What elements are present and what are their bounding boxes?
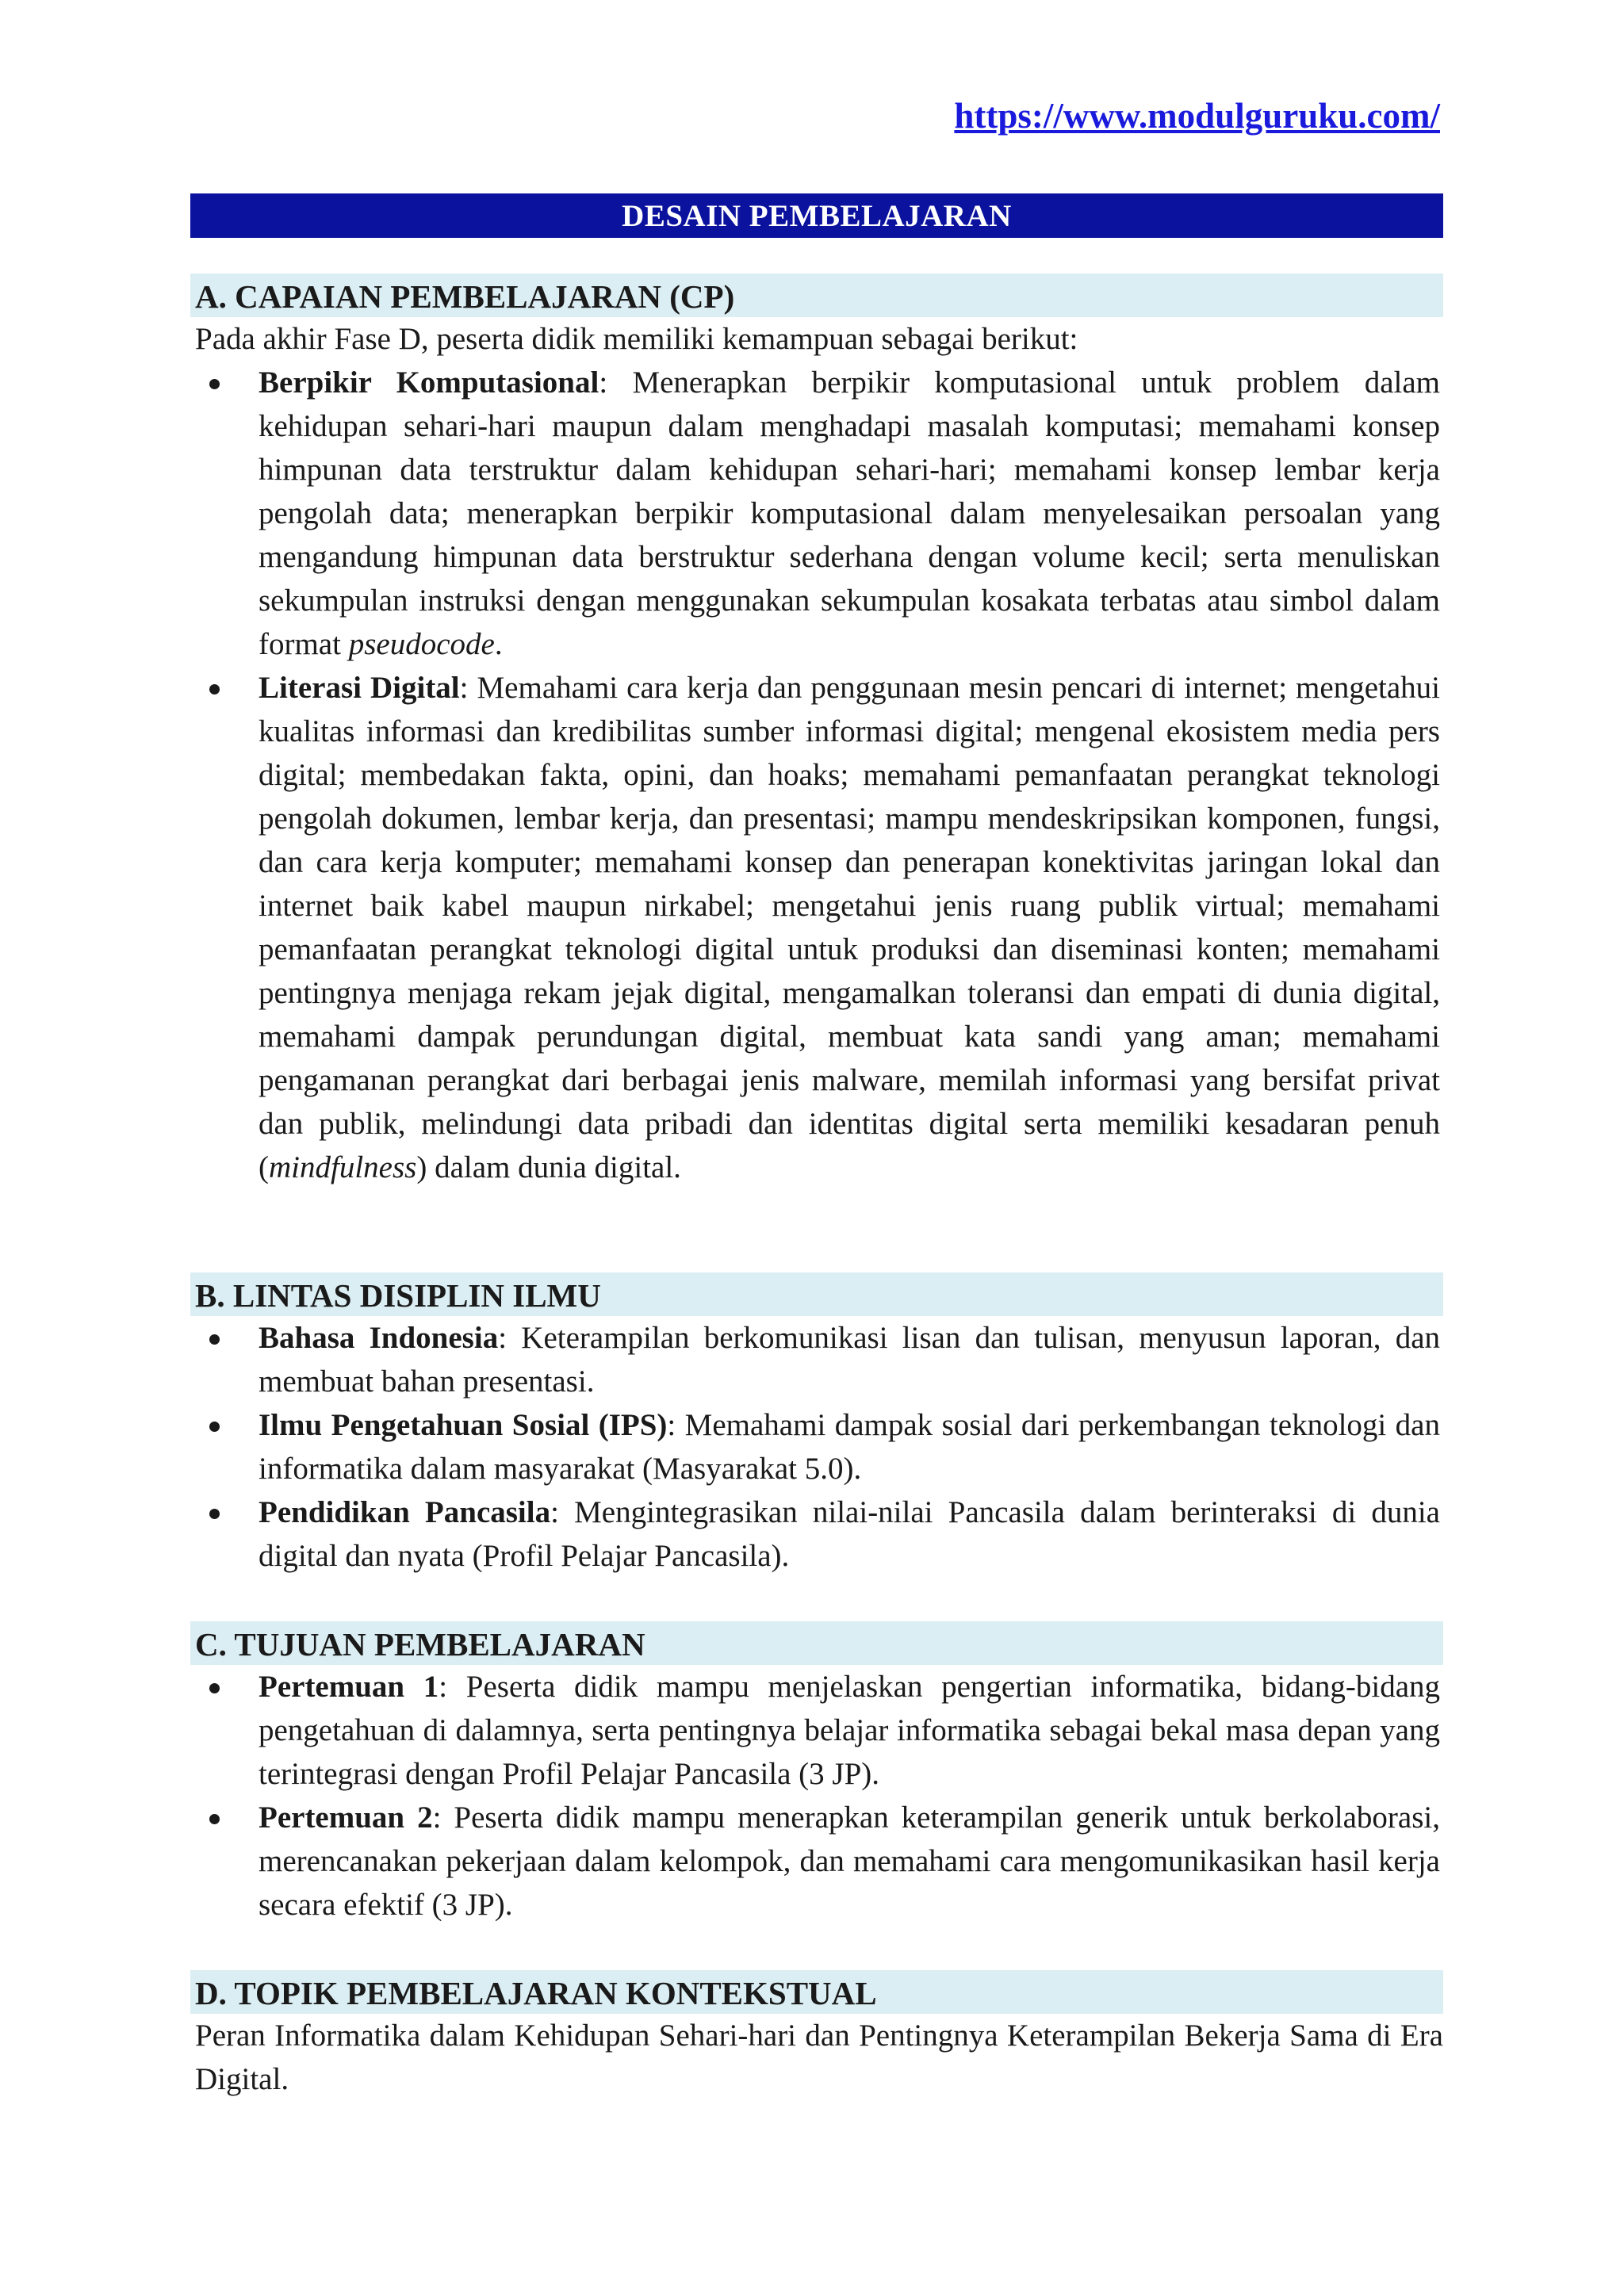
website-link[interactable]: https://www.modulguruku.com/ — [954, 96, 1440, 136]
list-item — [190, 666, 1443, 1189]
document-title: DESAIN PEMBELAJARAN — [190, 193, 1443, 238]
bullet-icon — [209, 379, 220, 389]
item-tail: . — [494, 627, 503, 661]
item-term: Pendidikan Pancasila — [259, 1495, 551, 1529]
item-text: : Mengintegrasikan nilai-nilai Pancasila dalam berinteraksi di dunia digital dan nyata (Profil Pelajar Pancasila). — [259, 1495, 1440, 1573]
section-topik-kontekstual — [190, 1970, 1443, 2101]
item-italic: mindfulness — [269, 1150, 417, 1184]
bullet-list — [190, 1665, 1443, 1927]
item-text: : Memahami cara kerja dan penggunaan mesin pencari di internet; mengetahui kualitas informasi dan kredibilitas sumber informasi digital; mengenal ekosistem media pers digital; membedakan fakta, opini, dan hoaks; memahami pemanfaatan perangkat teknologi pengolah dokumen, lembar kerja, dan presentasi; mampu mendeskripsikan komponen, fungsi, dan cara kerja komputer; memahami konsep dan penerapan konektivitas jaringan lokal dan internet baik kabel maupun nirkabel; mengetahui jenis ruang publik virtual; memahami pemanfaatan perangkat teknologi digital untuk produksi dan diseminasi konten; memahami pentingnya menjaga rekam jejak digital, mengamalkan toleransi dan empati di dunia digital, memahami dampak perundungan digital, membuat kata sandi yang aman; memahami pengamanan perangkat dari berbagai jenis malware, memilah informasi yang bersifat privat dan publik, melindungi data pribadi dan identitas digital serta memiliki kesadaran penuh ( — [259, 671, 1440, 1184]
item-term: Literasi Digital — [259, 671, 460, 705]
list-item — [190, 361, 1443, 666]
section-lintas-disiplin — [190, 1272, 1443, 1578]
item-text: : Peserta didik mampu menjelaskan pengertian informatika, bidang-bidang pengetahuan di dalamnya, serta pentingnya belajar informatika sebagai bekal masa depan yang terintegrasi dengan Profil Pelajar Pancasila (3 JP). — [259, 1670, 1441, 1791]
list-item — [190, 1665, 1443, 1796]
item-term: Ilmu Pengetahuan Sosial (IPS) — [259, 1408, 668, 1442]
item-term: Bahasa Indonesia — [259, 1321, 499, 1355]
section-capaian-pembelajaran — [190, 274, 1443, 1189]
item-tail: ) dalam dunia digital. — [416, 1150, 681, 1184]
list-item — [190, 1490, 1443, 1578]
item-term: Pertemuan 1 — [259, 1670, 439, 1704]
item-term: Berpikir Komputasional — [259, 365, 599, 400]
list-item — [190, 1316, 1443, 1403]
bullet-icon — [209, 1509, 220, 1519]
list-item — [190, 1403, 1443, 1490]
section-intro: Pada akhir Fase D, peserta didik memiliki kemampuan sebagai berikut: — [195, 322, 1078, 356]
bullet-list — [190, 361, 1443, 1189]
bullet-icon — [209, 1422, 220, 1432]
list-item — [190, 1796, 1443, 1927]
item-text: : Menerapkan berpikir komputasional untuk problem dalam kehidupan sehari-hari maupun dalam menghadapi masalah komputasi; memahami konsep himpunan data terstruktur dalam kehidupan sehari-hari; memahami konsep lembar kerja pengolah data; menerapkan berpikir komputasional dalam menyelesaikan persoalan yang mengandung himpunan data berstruktur sederhana dengan volume kecil; serta menuliskan sekumpulan instruksi dengan menggunakan sekumpulan kosakata terbatas atau simbol dalam format — [259, 365, 1440, 661]
section-heading: C. TUJUAN PEMBELAJARAN — [190, 1621, 1443, 1665]
bullet-icon — [209, 1683, 220, 1693]
item-text: : Keterampilan berkomunikasi lisan dan tulisan, menyusun laporan, dan membuat bahan presentasi. — [259, 1321, 1441, 1399]
section-text: Peran Informatika dalam Kehidupan Sehari-hari dan Pentingnya Keterampilan Bekerja Sama di Era Digital. — [195, 2019, 1443, 2096]
item-term: Pertemuan 2 — [259, 1800, 433, 1835]
item-text: : Memahami dampak sosial dari perkembangan teknologi dan informatika dalam masyarakat (Masyarakat 5.0). — [259, 1408, 1440, 1486]
bullet-list — [190, 1316, 1443, 1578]
bullet-icon — [209, 1334, 220, 1345]
item-italic: pseudocode — [348, 627, 495, 661]
bullet-icon — [209, 1814, 220, 1824]
section-heading: A. CAPAIAN PEMBELAJARAN (CP) — [190, 274, 1443, 317]
bullet-icon — [209, 684, 220, 695]
section-heading: B. LINTAS DISIPLIN ILMU — [190, 1272, 1443, 1316]
item-text: : Peserta didik mampu menerapkan keterampilan generik untuk berkolaborasi, merencanakan pekerjaan dalam kelompok, dan memahami cara mengomunikasikan hasil kerja secara efektif (3 JP). — [259, 1800, 1440, 1922]
section-heading: D. TOPIK PEMBELAJARAN KONTEKSTUAL — [190, 1970, 1443, 2014]
section-tujuan-pembelajaran — [190, 1621, 1443, 1927]
